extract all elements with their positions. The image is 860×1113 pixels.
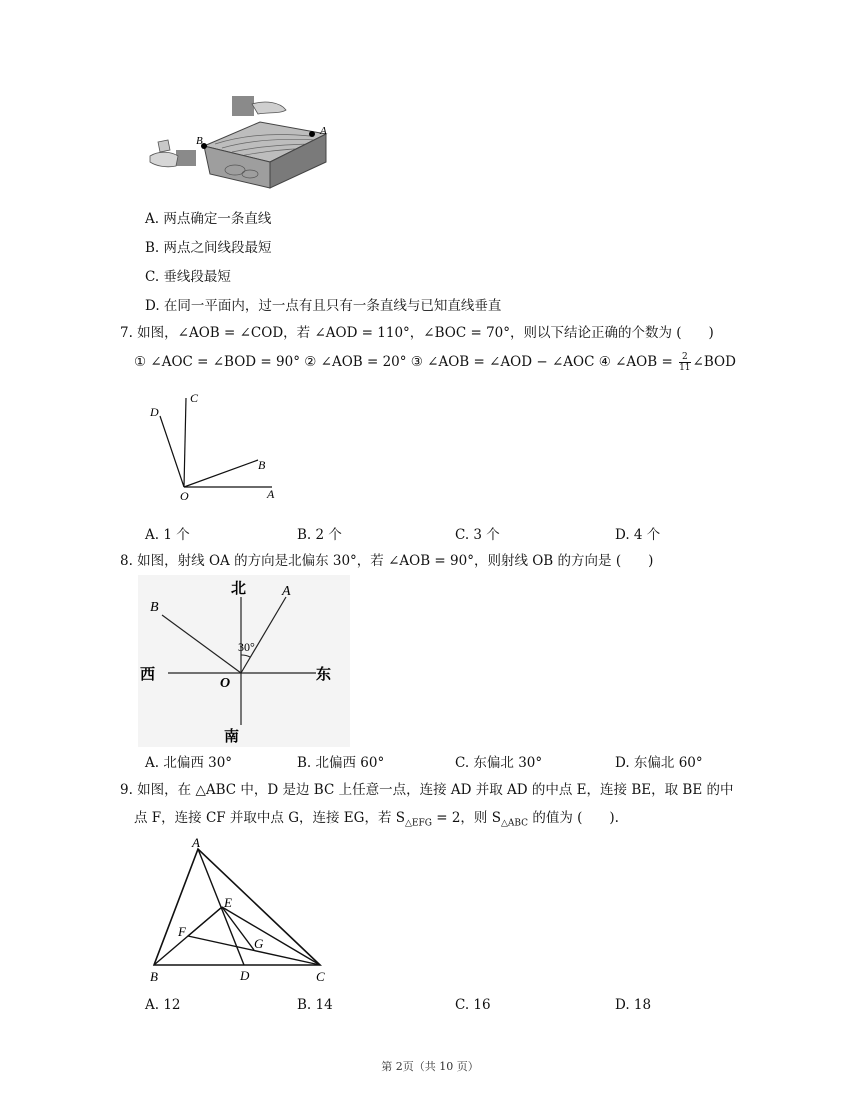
q9-label-a: A [192,835,200,850]
q7-option-a: A. 1 个 [145,527,190,543]
q9-stem-part1: 点 F，连接 CF 并取中点 G，连接 EG，若 S [134,810,405,826]
q9-label-b: B [150,969,158,984]
q8-option-b: B. 北偏西 60° [297,755,385,771]
q8-angle-label: 30° [238,640,255,654]
q8-stem: 8. 如图，射线 OA 的方向是北偏东 30°，若 ∠AOB = 90°，则射线 OB 的方向是 ( ) [120,553,654,569]
q9-option-a: A. 12 [145,997,181,1013]
q9-stem-part3: 的值为 ( ). [528,810,619,826]
q8-option-d: D. 东偏北 60° [615,755,703,771]
q8-label-north: 北 [231,581,247,597]
q7-angle-figure [140,390,290,505]
q9-option-c: C. 16 [455,997,491,1013]
q9-option-d: D. 18 [615,997,652,1013]
q7-label-o: O [180,489,189,503]
page-footer: 第 2页（共 10 页） [381,1060,479,1073]
q9-label-g: G [254,936,264,951]
q9-sub-abc: △ABC [500,818,529,829]
q7-fraction [679,352,690,373]
q8-label-b: B [150,600,159,615]
q8-label-south: 南 [224,729,240,745]
q7-stem-line2 [134,349,736,375]
q7-statements: ① ∠AOC = ∠BOD = 90° ② ∠AOB = 20° ③ ∠AOB = ∠AOD − ∠AOC ④ ∠AOB = [134,354,673,370]
q9-stem-line2 [134,805,619,837]
q6-label-b: B [196,135,203,147]
q9-label-d: D [240,968,250,983]
q6-point-a [309,131,315,137]
q6-option-c: C. 垂线段最短 [145,269,231,285]
q6-wood-block-figure [140,90,340,195]
q9-label-e: E [224,895,232,910]
q7-label-b: B [258,458,266,472]
q9-stem-line1: 9. 如图，在 △ABC 中，D 是边 BC 上任意一点，连接 AD 并取 AD 的中点 E，连接 BE，取 BE 的中 [120,782,734,798]
q7-statement-tail: ∠BOD [692,354,736,370]
q7-fraction-numerator: 2 [679,352,690,363]
q9-option-b: B. 14 [297,997,333,1013]
q6-option-a: A. 两点确定一条直线 [145,211,272,227]
q9-triangle-figure [140,835,340,990]
q8-option-c: C. 东偏北 30° [455,755,543,771]
q7-label-d: D [150,405,159,419]
q7-stem-line1: 7. 如图，∠AOB = ∠COD，若 ∠AOD = 110°，∠BOC = 70°，则以下结论正确的个数为 ( ) [120,325,714,341]
q7-option-d: D. 4 个 [615,527,661,543]
q9-label-c: C [316,969,325,984]
q7-label-a: A [267,487,275,501]
q7-fraction-denominator: 11 [679,363,691,373]
q8-label-east: 东 [316,667,332,683]
q7-label-c: C [190,391,199,405]
q6-option-b: B. 两点之间线段最短 [145,240,272,256]
q6-option-d: D. 在同一平面内，过一点有且只有一条直线与已知直线垂直 [145,298,502,314]
q9-stem-part2: = 2，则 S [431,810,501,826]
q7-option-b: B. 2 个 [297,527,342,543]
q8-label-o: O [220,676,231,691]
q9-sub-efg: △EFG [404,818,432,829]
q6-label-a: A [320,125,327,137]
q8-label-a: A [282,584,291,599]
q8-label-west: 西 [140,667,156,683]
q9-label-f: F [178,924,186,939]
q8-compass-figure [138,575,350,747]
q7-option-c: C. 3 个 [455,527,500,543]
q8-option-a: A. 北偏西 30° [145,755,233,771]
